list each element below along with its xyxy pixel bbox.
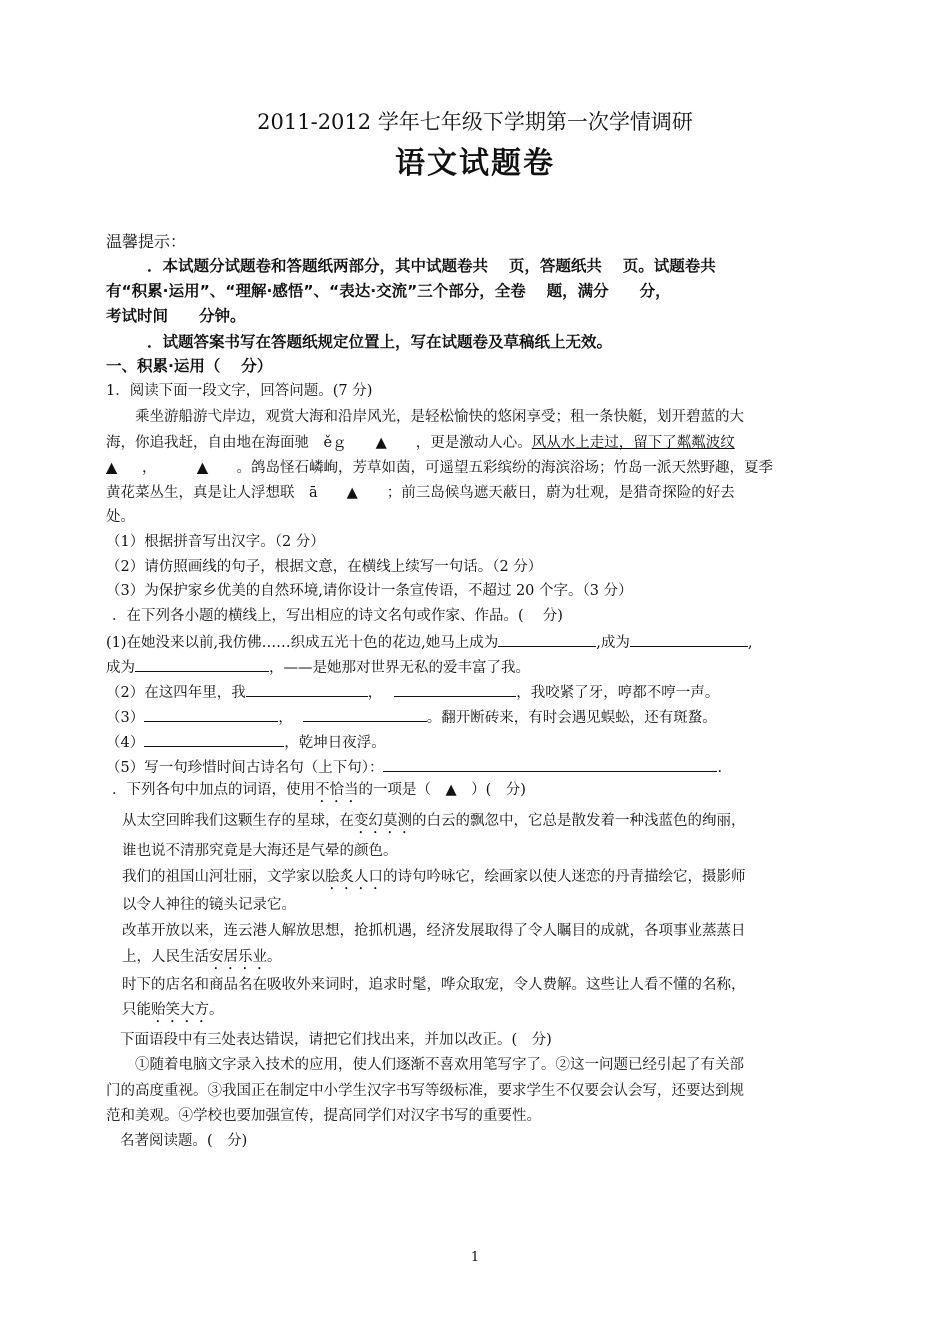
q2-line3-text-b: ， <box>367 685 383 701</box>
q3-option-c-line1: 改革开放以来，连云港人解放思想，抢抓机遇，经济发展取得了令人瞩目的成就，各项事业蒸蒸日 <box>122 923 746 939</box>
q1-blank-2: ▲ <box>196 460 209 476</box>
q3-stem-text-a: ．下列各句中加点的词语，使用 <box>112 782 315 798</box>
q2-line6-text-b: . <box>717 760 723 776</box>
q2-blank-6[interactable] <box>144 705 278 722</box>
q3-stem-dotted: 不恰当 <box>315 782 359 798</box>
q1-sub3: （3）为保护家乡优美的自然环境,请你设计一条宣传语，不超过 20 个字。（3 分） <box>106 583 633 599</box>
q2-line1-text-c: , <box>747 635 753 651</box>
q1-passage-line4: 黄花菜丛生，真是让人浮想联 ā ▲ ；前三岛候鸟遮天蔽日，蔚为壮观，是猎奇探险的好去 <box>106 485 735 501</box>
q2-line5-text-b: ，乾坤日夜浮。 <box>284 735 386 751</box>
q2-line3 <box>106 680 719 704</box>
q2-line4 <box>106 705 717 729</box>
q2-blank-2[interactable] <box>630 630 748 647</box>
q2-blank-4[interactable] <box>246 680 368 697</box>
q2-blank-5[interactable] <box>394 680 516 697</box>
q3-d-text-b: 。 <box>209 1002 224 1018</box>
q2-line2-text-a: 成为 <box>106 660 135 676</box>
q2-blank-8[interactable] <box>144 730 284 747</box>
q3-c-text-a: 上，人民生活 <box>122 949 209 965</box>
q2-stem: ．在下列各小题的横线上，写出相应的诗文名句或作家、作品。( 分) <box>112 608 563 624</box>
q1-comma: ， <box>142 460 157 476</box>
q3-a-text-b: 的白云的飘忽中，它总是散发着一种浅蓝色的绚丽， <box>412 813 746 829</box>
q5-stem: 名著阅读题。( 分) <box>120 1133 248 1149</box>
q3-option-a-line1 <box>122 810 746 837</box>
q2-blank-1[interactable] <box>498 630 596 647</box>
q3-c-text-b: 。 <box>267 949 282 965</box>
q2-line2 <box>106 655 530 679</box>
tip1-line2: 有“积累·运用”、“理解·感悟”、“表达·交流”三个部分，全卷 题，满分 分， <box>106 282 671 300</box>
q2-line4-text-a: （3） <box>106 710 145 726</box>
q3-d-text-a: 只能 <box>122 1002 151 1018</box>
q3-b-dotted: 脍炙人口 <box>325 869 383 885</box>
q2-line4-text-c: 。翻开断砖来，有时会遇见蜈蚣，还有斑蝥。 <box>426 710 717 726</box>
q3-option-d-line2 <box>122 999 224 1026</box>
section1-heading: 一、积累·运用（ 分） <box>106 357 273 375</box>
q3-stem <box>112 779 526 806</box>
q1-blank-1: ▲ <box>106 460 118 476</box>
tip1-line1: ．本试题分试题卷和答题纸两部分，其中试题卷共 页，答题纸共 页。试题卷共 <box>147 257 716 275</box>
q1-stem: 1．阅读下面一段文字，回答问题。(7 分) <box>106 383 373 399</box>
q4-passage-line2: 门的高度重视。③我国正在制定中小学生汉字书写等级标准，要求学生不仅要会认会写，还要达到规 <box>106 1083 744 1099</box>
q4-passage-line3: 范和美观。④学校也要加强宣传，提高同学们对汉字书写的重要性。 <box>106 1108 541 1124</box>
q3-b-text-b: 的诗句吟咏它，绘画家以使人迷恋的丹青描绘它，摄影师 <box>383 869 746 885</box>
exam-title: 2011-2012 学年七年级下学期第一次学情调研 <box>257 110 693 134</box>
tip1-line3: 考试时间 分钟。 <box>106 307 246 325</box>
q1-passage-line3-text: 。鸽岛怪石嶙峋，芳草如茵，可遥望五彩缤纷的海滨浴场；竹岛一派天然野趣，夏季 <box>236 460 773 476</box>
q3-option-b-line1 <box>122 866 746 893</box>
tips-label: 温馨提示： <box>106 232 187 251</box>
q1-sub1: （1）根据拼音写出汉字。（2 分） <box>106 534 325 550</box>
q2-blank-9[interactable] <box>383 755 717 772</box>
q3-option-b-line2: 以令人神往的镜头记录它。 <box>122 897 296 913</box>
q2-line1-text-a: (1)在她没来以前,我仿佛……织成五光十色的花边,她马上成为 <box>106 635 499 651</box>
q2-line1 <box>106 630 752 654</box>
q1-passage-line1: 乘坐游船游弋岸边，观赏大海和沿岸风光，是轻松愉快的悠闲享受；租一条快艇，划开碧蓝的大 <box>135 409 744 425</box>
q3-option-d-line1: 时下的店名和商品名在吸收外来词时，追求时髦，哗众取宠，令人费解。这些让人看不懂的名称， <box>122 977 746 993</box>
q3-b-text-a: 我们的祖国山河壮丽，文学家以 <box>122 869 325 885</box>
q2-line1-text-b: ,成为 <box>596 635 630 651</box>
q2-line6-text-a: （5）写一句珍惜时间古诗名句（上下句）： <box>106 760 384 776</box>
q2-line5-text-a: （4） <box>106 735 145 751</box>
q2-line2-text-b: ，——是她那对世界无私的爱丰富了我。 <box>269 660 530 676</box>
q1-passage-line5: 处。 <box>106 509 135 525</box>
q2-line4-text-b: ， <box>278 710 293 726</box>
q3-stem-text-b: 的一项是（ ▲ ）( 分) <box>358 782 526 798</box>
q3-a-text-a: 从太空回眸我们这颗生存的星球，在 <box>122 813 354 829</box>
tip2-line: ．试题答案书写在答题纸规定位置上，写在试题卷及草稿纸上无效。 <box>147 333 613 351</box>
q2-blank-3[interactable] <box>135 655 269 672</box>
q1-passage-line2-text: 海，你追我赶，自由地在海面驰 ěｇ ▲ ，更是激动人心。 <box>106 435 532 451</box>
q1-underlined-sentence: 风从水上走过，留下了粼粼波纹 <box>531 435 735 451</box>
q3-d-dotted: 贻笑大方 <box>151 1002 209 1018</box>
q3-a-dotted: 变幻莫测 <box>354 813 412 829</box>
page-number: 1 <box>470 1250 480 1265</box>
q4-passage-line1: ①随着电脑文字录入技术的应用，使人们逐渐不喜欢用笔写字了。②这一问题已经引起了有关部 <box>135 1057 744 1073</box>
q2-blank-7[interactable] <box>303 705 427 722</box>
q3-option-c-line2 <box>122 946 282 973</box>
q2-line6 <box>106 755 722 779</box>
q4-stem: 下面语段中有三处表达错误，请把它们找出来，并加以改正。( 分) <box>120 1032 552 1048</box>
q1-passage-line2 <box>106 432 735 454</box>
q3-c-dotted: 安居乐业 <box>209 949 267 965</box>
q1-passage-line3 <box>106 457 773 479</box>
q1-sub2: （2）请仿照画线的句子，根据文意，在横线上续写一句话。（2 分） <box>106 559 543 575</box>
q3-option-a-line2: 谁也说不清那究竟是大海还是气晕的颜色。 <box>122 843 398 859</box>
exam-subtitle: 语文试题卷 <box>395 146 555 181</box>
q2-line3-text-c: ，我咬紧了牙，哼都不哼一声。 <box>516 685 720 701</box>
q2-line3-text-a: （2）在这四年里，我 <box>106 685 246 701</box>
q2-line5 <box>106 730 386 754</box>
